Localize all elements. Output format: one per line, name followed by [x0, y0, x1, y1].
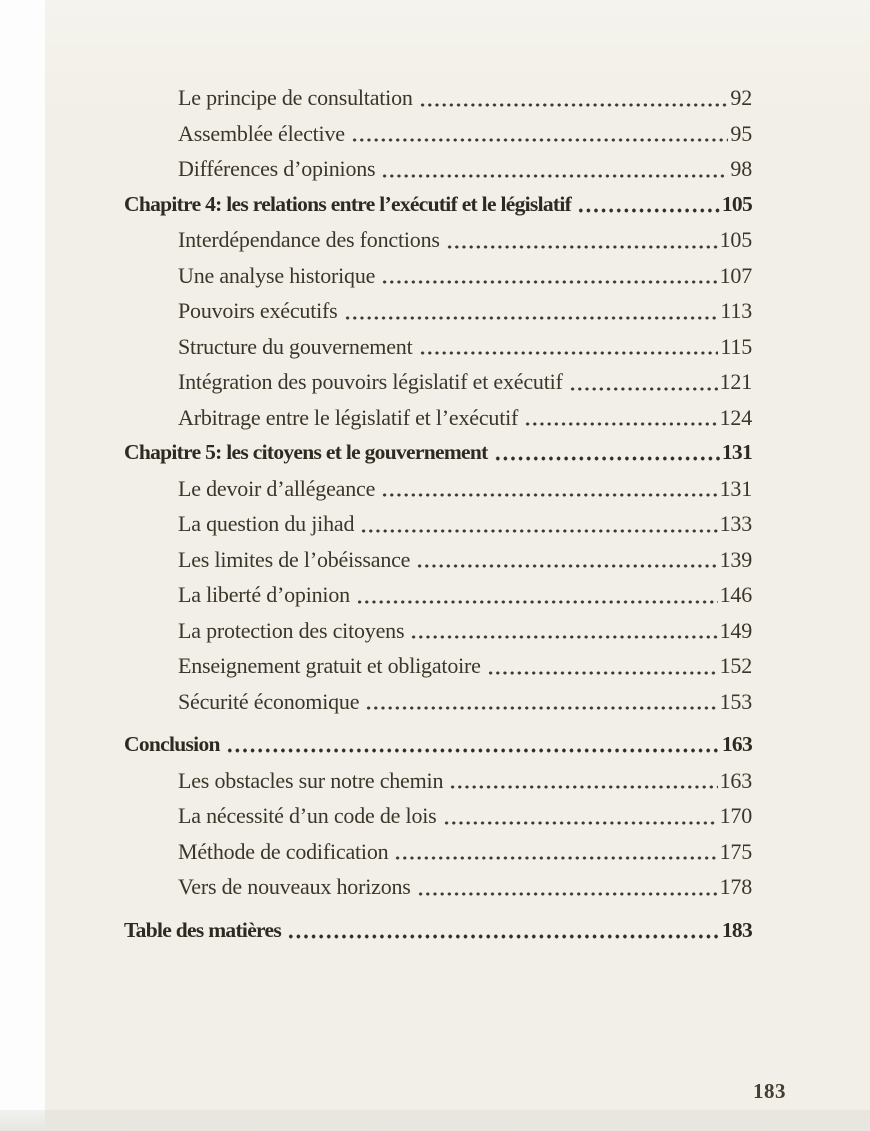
toc-entry-page: 178 — [719, 874, 752, 899]
toc-entry — [124, 80, 752, 116]
toc-entry — [124, 506, 752, 542]
toc-entry — [124, 258, 752, 294]
toc-entry — [124, 293, 752, 329]
toc-list — [124, 80, 752, 948]
toc-entry-page: 131 — [719, 475, 752, 501]
toc-entry-page: 163 — [719, 767, 752, 793]
page-bottom-edge — [0, 1110, 870, 1131]
toc-entry — [124, 834, 752, 870]
toc-entry-page: 105 — [719, 227, 752, 252]
toc-entry-page: 105 — [721, 191, 752, 216]
toc-entry-label: Différences d’opinions — [178, 156, 376, 181]
toc-entry-page: 107 — [719, 262, 752, 288]
page-number: 183 — [753, 1079, 786, 1103]
toc-entry-label: Chapitre 5: les citoyens et le gouvernement — [124, 440, 488, 464]
toc-entry-label: Structure du gouvernement — [178, 333, 413, 359]
toc-entry-label: La nécessité d’un code de lois — [178, 803, 437, 828]
toc-entry-label: Les obstacles sur notre chemin — [178, 767, 444, 793]
dot-leader — [381, 164, 728, 178]
dot-leader — [410, 626, 717, 640]
toc-entry — [124, 727, 752, 763]
toc-entry — [124, 329, 752, 365]
toc-entry — [124, 613, 752, 649]
dot-leader — [351, 129, 729, 143]
dot-leader — [449, 776, 717, 790]
dot-leader — [419, 342, 719, 356]
toc-entry — [124, 364, 752, 400]
toc-entry — [124, 798, 752, 834]
toc-entry-label: Arbitrage entre le législatif et l’exécutif — [178, 404, 519, 430]
dot-leader — [419, 93, 729, 107]
toc-entry-label: Conclusion — [124, 732, 220, 756]
toc-entry — [124, 913, 752, 949]
toc-entry-label: La question du jihad — [178, 511, 355, 536]
dot-leader — [394, 847, 717, 861]
toc-entry-page: 124 — [719, 404, 752, 430]
dot-leader — [287, 925, 720, 939]
dot-leader — [487, 661, 718, 675]
toc-entry-label: Sécurité économique — [178, 688, 360, 714]
toc-entry — [124, 471, 752, 507]
dot-leader — [494, 447, 720, 461]
toc-entry — [124, 222, 752, 258]
toc-entry-label: Table des matières — [124, 917, 282, 942]
dot-leader — [577, 199, 720, 213]
toc-entry-page: 175 — [719, 838, 752, 864]
toc-entry-page: 95 — [730, 120, 752, 146]
toc-entry — [124, 684, 752, 720]
toc-entry — [124, 577, 752, 613]
toc-entry-label: Interdépendance des fonctions — [178, 227, 440, 252]
toc-entry-page: 183 — [721, 917, 752, 942]
toc-entry — [124, 542, 752, 578]
toc-entry-page: 121 — [719, 369, 752, 394]
dot-leader — [569, 377, 718, 391]
toc-entry — [124, 400, 752, 436]
toc-entry-label: Les limites de l’obéissance — [178, 546, 411, 572]
toc-entry-page: 115 — [720, 333, 752, 359]
dot-leader — [446, 235, 718, 249]
toc-entry-label: La liberté d’opinion — [178, 582, 350, 607]
toc-entry-page: 149 — [719, 617, 752, 643]
dot-leader — [381, 271, 717, 285]
toc-entry — [124, 435, 752, 471]
dot-leader — [417, 882, 718, 896]
toc-entry-page: 131 — [721, 440, 752, 464]
dot-leader — [381, 484, 717, 498]
toc-entry-page: 146 — [719, 582, 752, 607]
toc-entry-page: 153 — [719, 688, 752, 714]
toc-entry — [124, 151, 752, 187]
toc-entry-label: Intégration des pouvoirs législatif et exécutif — [178, 369, 563, 394]
dot-leader — [226, 739, 720, 753]
toc-entry-label: Vers de nouveaux horizons — [178, 874, 411, 899]
toc-entry-page: 113 — [720, 298, 752, 323]
dot-leader — [365, 697, 717, 711]
toc-entry-label: Méthode de codification — [178, 838, 389, 864]
toc-entry-label: Le principe de consultation — [178, 85, 413, 110]
dot-leader — [524, 413, 717, 427]
toc-entry-label: Pouvoirs exécutifs — [178, 298, 338, 323]
toc-entry-page: 163 — [721, 732, 752, 756]
toc-entry-label: Enseignement gratuit et obligatoire — [178, 653, 481, 678]
toc-entry — [124, 869, 752, 905]
toc-entry — [124, 187, 752, 223]
toc-entry-page: 133 — [719, 511, 752, 536]
dot-leader — [416, 555, 717, 569]
toc-entry-label: La protection des citoyens — [178, 617, 405, 643]
toc-entry-page: 92 — [730, 85, 752, 110]
toc-entry-page: 139 — [719, 546, 752, 572]
dot-leader — [360, 519, 717, 533]
toc-entry — [124, 116, 752, 152]
toc-entry — [124, 763, 752, 799]
toc-entry-label: Assemblée élective — [178, 120, 345, 146]
toc-entry-page: 170 — [719, 803, 752, 828]
toc-entry-page: 98 — [730, 156, 752, 181]
toc-entry-page: 152 — [719, 653, 752, 678]
toc-entry — [124, 648, 752, 684]
toc-entry-label: Une analyse historique — [178, 262, 376, 288]
toc-entry-label: Le devoir d’allégeance — [178, 475, 376, 501]
dot-leader — [344, 306, 719, 320]
dot-leader — [443, 811, 718, 825]
dot-leader — [356, 590, 718, 604]
table-of-contents — [124, 80, 752, 948]
toc-entry-label: Chapitre 4: les relations entre l’exécutif et le législatif — [124, 191, 572, 216]
